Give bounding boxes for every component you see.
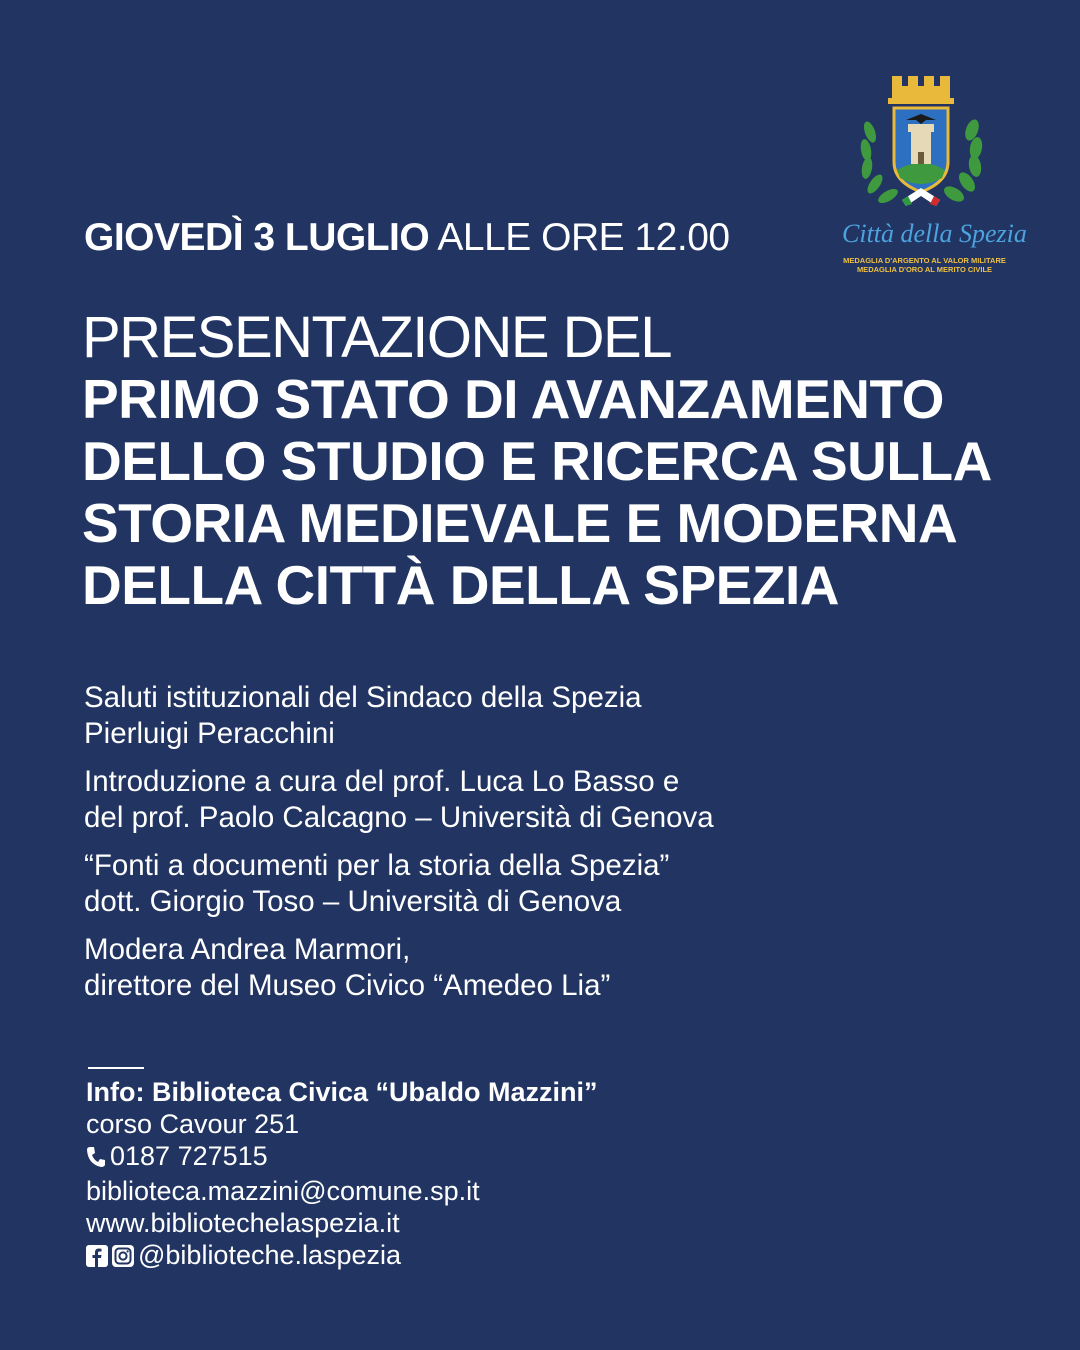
program-line: Pierluigi Peracchini	[84, 717, 335, 750]
program-line: del prof. Paolo Calcagno – Università di Genova	[84, 801, 714, 834]
title-main	[82, 368, 1042, 616]
info-phone-row	[86, 1140, 598, 1175]
facebook-icon[interactable]	[86, 1242, 108, 1274]
program-line: “Fonti a documenti per la storia della Spezia”	[84, 849, 670, 882]
title-line: PRIMO STATO DI AVANZAMENTO	[82, 368, 944, 430]
info-address: corso Cavour 251	[86, 1109, 300, 1139]
program-line: Saluti istituzionali del Sindaco della Spezia	[84, 681, 642, 714]
logo-medal-gold: MEDAGLIA D'ORO AL MERITO CIVILE	[856, 265, 993, 274]
title-line: DELLO STUDIO E RICERCA SULLA	[82, 430, 992, 492]
logo-city-name: Città della Spezia	[842, 219, 1027, 248]
logo-medal-silver: MEDAGLIA D'ARGENTO AL VALOR MILITARE	[843, 256, 1006, 265]
program-line: Introduzione a cura del prof. Luca Lo Basso e	[84, 765, 680, 798]
info-phone[interactable]: 0187 727515	[110, 1141, 268, 1171]
program-item	[84, 848, 984, 920]
phone-icon	[86, 1143, 106, 1175]
info-website[interactable]: www.bibliotechelaspezia.it	[86, 1208, 400, 1238]
info-title: Info: Biblioteca Civica “Ubaldo Mazzini”	[86, 1077, 598, 1107]
program-item	[84, 680, 984, 752]
info-block	[86, 1076, 598, 1274]
coat-of-arms-icon	[842, 70, 1007, 215]
program-line: Modera Andrea Marmori,	[84, 933, 411, 966]
program-list	[84, 680, 984, 1016]
instagram-icon[interactable]	[112, 1242, 134, 1274]
title-line: DELLA CITTÀ DELLA SPEZIA	[82, 554, 839, 616]
info-email[interactable]: biblioteca.mazzini@comune.sp.it	[86, 1176, 480, 1206]
program-item	[84, 932, 984, 1004]
info-social-handle[interactable]: @biblioteche.laspezia	[138, 1240, 402, 1270]
event-time: ALLE ORE 12.00	[437, 216, 730, 259]
program-line: direttore del Museo Civico “Amedeo Lia”	[84, 969, 611, 1002]
info-social-row	[86, 1239, 598, 1274]
info-divider	[88, 1067, 144, 1069]
event-date-line	[84, 212, 730, 264]
title-line: STORIA MEDIEVALE E MODERNA	[82, 492, 958, 554]
event-date: GIOVEDÌ 3 LUGLIO	[84, 216, 430, 259]
title-intro: PRESENTAZIONE DEL	[82, 305, 671, 370]
program-item	[84, 764, 984, 836]
program-line: dott. Giorgio Toso – Università di Genova	[84, 885, 622, 918]
city-logo	[842, 70, 1027, 280]
